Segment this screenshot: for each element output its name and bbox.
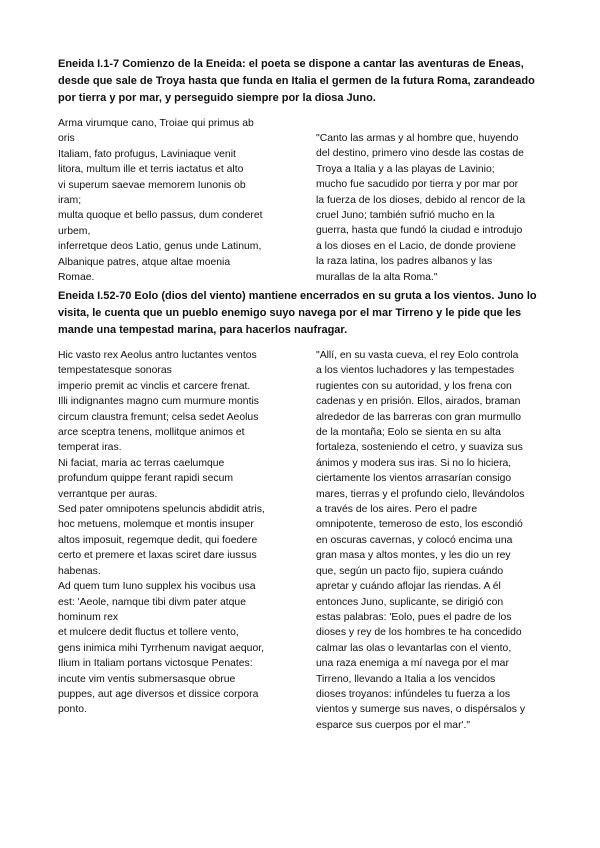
text-line: altos imposuit, regemque dedit, qui foedere	[58, 534, 258, 546]
text-line: la raza latina, los padres albanos y las	[316, 256, 493, 268]
text-line: dioses y rey de los hombres te ha concedido	[316, 627, 522, 639]
text-line: dioses troyanos: infúndeles tu fuerza a los	[316, 688, 511, 700]
text-line: que, según un pacto fijo, supiera cuándo	[316, 565, 504, 577]
text-line: calmar las olas o levantarlas con el viento,	[316, 642, 512, 654]
text-line: est: 'Aeole, namque tibi divm pater atque	[58, 596, 246, 608]
text-line: en oscuras cavernas, y colocó encima una	[316, 534, 513, 546]
text-line: imperio premit ac vinclis et carcere frenat.	[58, 380, 251, 392]
text-line: ánimos y modera sus iras. Si no lo hiciera,	[316, 457, 512, 469]
text-line: temperat iras.	[58, 442, 122, 454]
text-line: de la montaña; Eolo se sienta en su alta	[316, 427, 501, 439]
text-line: hominum rex	[58, 611, 119, 623]
text-line: Tirreno, llevando a Italia a los vencidos	[316, 673, 496, 685]
text-line: a los dioses en el Lacio, de donde proviene	[316, 240, 516, 252]
text-line: la fuerza de los dioses, debido al rencor de la	[316, 194, 526, 206]
text-line: Ni faciat, maria ac terras caelumque	[58, 457, 225, 469]
text-line: Arma virumque cano, Troiae qui primus ab	[58, 118, 254, 129]
text-line: ciertamente los vientos arrasarían consigo	[316, 473, 512, 485]
text-line: a los vientos luchadores y las tempestades	[316, 365, 515, 377]
text-line: circum claustra fremunt; celsa sedet Aeolus	[58, 411, 259, 423]
spanish-translation-1	[316, 131, 548, 285]
text-line: incute vim ventis submersasque obrue	[58, 673, 236, 685]
text-line: ponto.	[58, 704, 87, 716]
section-heading-1: Eneida I.1-7 Comienzo de la Eneida: el poeta se dispone a cantar las aventuras de Eneas, desde que sale de Troya hasta que funda en Italia el germen de la futura Roma, zarandeado por tierra y por mar, y perseguido siempre por la diosa Juno.	[58, 58, 535, 104]
text-line: vientos y sumerge sus naves, o dispérsalos y	[316, 704, 526, 716]
latin-text-1	[58, 116, 290, 285]
text-line: murallas de la alta Roma."	[316, 271, 438, 283]
text-line: oris	[58, 133, 75, 145]
text-line: multa quoque et bello passus, dum conderet	[58, 210, 263, 222]
text-line: Italiam, fato profugus, Laviniaque venit	[58, 148, 236, 160]
text-line: Romae.	[58, 272, 95, 284]
text-line: vi superum saevae memorem Iunonis ob	[58, 179, 246, 191]
text-line: mucho fue sacudido por tierra y por mar por	[316, 179, 519, 191]
text-line: omnipotente, temeroso de esto, los escondió	[316, 519, 523, 531]
section-heading-2: Eneida I.52-70 Eolo (dios del viento) mantiene encerrados en su gruta a los vientos. Juno lo visita, le cuenta que un pueblo enemigo suyo navega por el mar Tirreno y le pide que les mande una tempestad marina, para hacerlos naufragar.	[58, 290, 537, 336]
text-line: apretar y cuándo aflojar las riendas. A él	[316, 581, 501, 593]
text-line: inferretque deos Latio, genus unde Latinum,	[58, 241, 262, 253]
text-line: cadenas y en prisión. Ellos, airados, braman	[316, 396, 521, 408]
text-line: estas palabras: 'Eolo, pues el padre de los	[316, 611, 512, 623]
text-line: "Allí, en su vasta cueva, el rey Eolo controla	[316, 350, 519, 361]
text-line: Illi indignantes magno cum murmure montis	[58, 396, 259, 408]
text-line: rugientes con su autoridad, y los frena con	[316, 380, 512, 392]
text-line: Troya a Italia y a las playas de Lavinio;	[316, 163, 495, 175]
text-line: habenas.	[58, 565, 101, 577]
text-line: esparce sus cuerpos por el mar'."	[316, 719, 471, 731]
text-line: puppes, aut age diversos et dissice corpora	[58, 688, 259, 700]
text-line: gran masa y altos montes, y les dio un rey	[316, 550, 511, 562]
text-line: iram;	[58, 195, 82, 207]
text-line: arce sceptra tenens, mollitque animos et	[58, 427, 245, 439]
text-line: "Canto las armas y al hombre que, huyendo	[316, 133, 519, 144]
text-line: guerra, hasta que fundó la ciudad e introdujo	[316, 225, 523, 237]
text-line: Hic vasto rex Aeolus antro luctantes ventos	[58, 350, 257, 361]
latin-text-2	[58, 348, 290, 718]
text-line: Ilium in Italiam portans victosque Penates:	[58, 658, 253, 670]
text-line: hoc metuens, molemque et montis insuper	[58, 519, 254, 531]
text-line: gens inimica mihi Tyrrhenum navigat aequor,	[58, 642, 264, 654]
text-line: certo et premere et laxas sciret dare iussus	[58, 550, 257, 562]
text-line: profundum quippe ferant rapidi secum	[58, 473, 234, 485]
text-line: mares, tierras y el profundo cielo, llevándolos	[316, 488, 525, 500]
text-line: alrededor de las barreras con gran murmullo	[316, 411, 522, 423]
text-line: entonces Juno, suplicante, se dirigió con	[316, 596, 504, 608]
text-line: Sed pater omnipotens speluncis abdidit atris,	[58, 504, 265, 516]
text-line: cruel Juno; también sufrió mucho en la	[316, 210, 495, 222]
text-line: fortaleza, sosteniendo el cetro, y suaviza sus	[316, 442, 523, 454]
spanish-translation-2	[316, 348, 548, 733]
text-line: Ad quem tum Iuno supplex his vocibus usa	[58, 581, 256, 593]
text-line: et mulcere dedit fluctus et tollere vento,	[58, 627, 239, 639]
text-line: verrantque per auras.	[58, 488, 158, 500]
text-line: Albanique patres, atque altae moenia	[58, 256, 231, 268]
text-line: una raza enemiga a mí navega por el mar	[316, 658, 509, 670]
text-line: litora, multum ille et terris iactatus et alto	[58, 164, 244, 176]
text-line: del destino, primero vino desde las costas de	[316, 148, 524, 160]
text-line: a través de los aires. Pero el padre	[316, 504, 478, 516]
text-line: tempestatesque sonoras	[58, 365, 172, 377]
text-line: urbem,	[58, 225, 91, 237]
